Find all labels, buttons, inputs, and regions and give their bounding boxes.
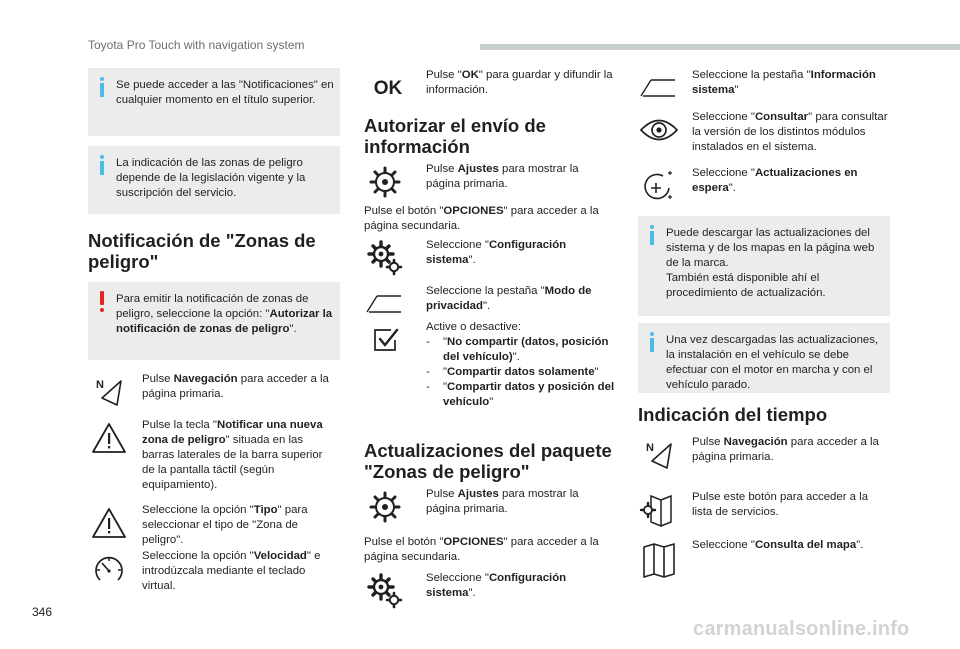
step-pending-updates [638, 166, 890, 206]
page-number: 346 [32, 605, 53, 619]
update-icon [638, 166, 680, 206]
step-consult [638, 110, 890, 160]
info-note-downloads [638, 216, 890, 316]
watermark: carmanualsonline.info [693, 618, 910, 640]
step-ok [364, 68, 618, 108]
step-text: Seleccione la opción "Tipo" para seleccionar el tipo de "Zona de peligro". [142, 504, 308, 546]
eye-icon [638, 110, 680, 150]
step-services [638, 490, 890, 530]
svg-text:N: N [96, 379, 104, 391]
services-icon [638, 490, 680, 530]
info-icon [95, 77, 108, 105]
settings-icon [364, 162, 406, 202]
info-note-legislation [88, 146, 340, 214]
step-map [638, 538, 890, 582]
step-speed [88, 549, 340, 599]
step-report-key [88, 418, 340, 498]
step-text: Seleccione "Actualizaciones en espera". [692, 167, 858, 194]
step-type [88, 503, 340, 548]
section-heading-updates: Actualizaciones del paquete "Zonas de peligro" [364, 440, 612, 482]
section-heading-authorize: Autorizar el envío de información [364, 115, 546, 157]
info-icon [645, 332, 658, 360]
note-text: Puede descargar las actualizaciones del sistema y de los mapas en la página web de la marca. También está disponible ahí el procedimiento de actualización. [666, 227, 875, 299]
step-text: Seleccione "Configuración sistema". [426, 572, 567, 599]
step-privacy-tab [364, 284, 618, 324]
page-header-title: Toyota Pro Touch with navigation system [88, 38, 305, 52]
step-text: Pulse "OK" para guardar y difundir la información. [426, 69, 613, 96]
step-text: Pulse Ajustes para mostrar la página primaria. [426, 488, 579, 515]
step-text: Pulse Ajustes para mostrar la página primaria. [426, 163, 579, 190]
step-text: Pulse Navegación para acceder a la página primaria. [692, 436, 879, 463]
map-icon [638, 538, 680, 582]
section-heading-weather: Indicación del tiempo [638, 404, 828, 425]
step-text: Seleccione la pestaña "Modo de privacidad". [426, 285, 592, 312]
note-text: Se puede acceder a las "Notificaciones" en cualquier momento en el título superior. [116, 79, 334, 106]
step-text: Pulse Navegación para acceder a la página primaria. [142, 373, 329, 400]
step-toggle-options [364, 320, 618, 410]
checkbox-icon [364, 320, 406, 360]
system-settings-icon [364, 238, 406, 278]
list-item: - "Compartir datos y posición del vehículo" [426, 380, 626, 410]
step-settings-1 [364, 162, 618, 202]
info-icon [645, 225, 658, 253]
svg-text:N: N [646, 442, 654, 454]
tab-icon [638, 68, 680, 108]
warning-note [88, 282, 340, 360]
warning-triangle-icon [88, 503, 130, 543]
header-bar [480, 44, 960, 50]
step-system-info-tab [638, 68, 890, 108]
step-config-2 [364, 571, 618, 611]
step-options-2: Pulse el botón "OPCIONES" para acceder a la página secundaria. [364, 536, 599, 563]
step-text: Active o desactive: - "No compartir (datos, posición del vehículo)". - "Compartir datos solamente" - "Compartir datos y posición del vehículo" [426, 320, 626, 410]
warning-triangle-icon [88, 418, 130, 458]
step-text: Pulse este botón para acceder a la lista de servicios. [692, 491, 869, 518]
step-text: Seleccione "Consulta del mapa". [692, 539, 864, 551]
note-text: Para emitir la notificación de zonas de peligro, seleccione la opción: "Autorizar la notificación de zonas de peligro". [116, 293, 333, 335]
section-heading-danger-zones: Notificación de "Zonas de peligro" [88, 230, 316, 272]
note-text: La indicación de las zonas de peligro depende de la legislación vigente y la suscripción del servicio. [116, 157, 306, 199]
speedometer-icon [88, 549, 130, 589]
info-note-notifications [88, 68, 340, 136]
step-navigation [88, 372, 340, 412]
settings-icon [364, 487, 406, 527]
navigation-icon [88, 372, 130, 412]
step-text: Pulse la tecla "Notificar una nueva zona de peligro" situada en las barras laterales de la barra superior de la pantalla táctil (según equipamiento). [142, 419, 323, 491]
options-list [426, 335, 626, 410]
step-settings-2 [364, 487, 618, 527]
tab-icon [364, 284, 406, 324]
ok-icon: OK [373, 77, 403, 99]
system-settings-icon [364, 571, 406, 611]
step-text: Seleccione la pestaña "Información sistema" [692, 69, 876, 96]
note-text: Una vez descargadas las actualizaciones, la instalación en el vehículo se debe efectuar con el motor en marcha y con el vehículo parado. [666, 334, 879, 391]
step-text: Seleccione "Consultar" para consultar la versión de los distintos módulos instalados en el sistema. [692, 111, 888, 153]
info-note-install [638, 323, 890, 393]
step-weather-navigation [638, 435, 890, 475]
list-item: - "No compartir (datos, posición del vehículo)". [426, 335, 626, 365]
info-icon [95, 155, 108, 183]
step-text: Seleccione la opción "Velocidad" e introdúzcala mediante el teclado virtual. [142, 550, 321, 592]
step-config-1 [364, 238, 618, 278]
step-text: Seleccione "Configuración sistema". [426, 239, 567, 266]
navigation-icon [638, 435, 680, 475]
list-item: - "Compartir datos solamente" [426, 365, 626, 380]
warning-icon [95, 291, 108, 319]
step-options-1: Pulse el botón "OPCIONES" para acceder a la página secundaria. [364, 205, 599, 232]
